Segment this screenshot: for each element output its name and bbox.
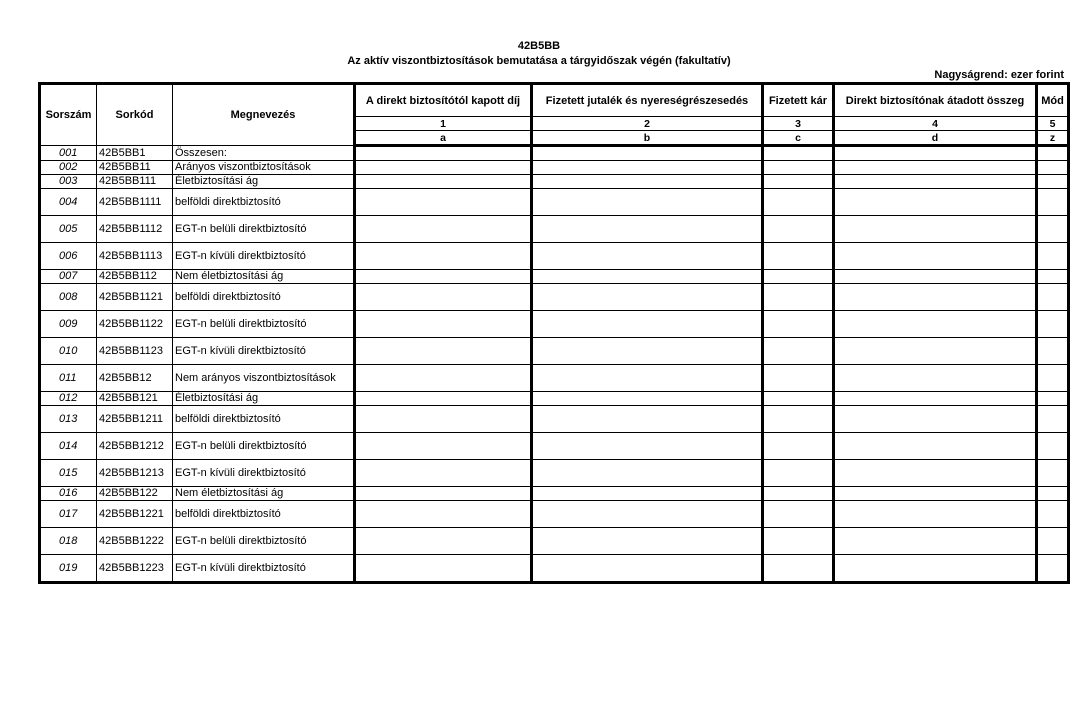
data-cell[interactable] xyxy=(763,487,834,501)
data-cell[interactable] xyxy=(834,270,1037,284)
data-cell[interactable] xyxy=(834,460,1037,487)
table-row xyxy=(40,161,1069,175)
header-sorszam: Sorszám xyxy=(40,84,97,146)
row-number: 017 xyxy=(40,501,97,528)
data-cell[interactable] xyxy=(763,528,834,555)
table-row xyxy=(40,338,1069,365)
table-row xyxy=(40,243,1069,270)
unit-label: Nagyságrend: ezer forint xyxy=(934,69,1064,81)
table-row xyxy=(40,555,1069,583)
data-cell[interactable] xyxy=(355,487,532,501)
row-name: belföldi direktbiztosító xyxy=(173,284,355,311)
row-name: Nem életbiztosítási ág xyxy=(173,270,355,284)
table-row xyxy=(40,284,1069,311)
row-name: EGT-n kívüli direktbiztosító xyxy=(173,460,355,487)
row-code: 42B5BB1121 xyxy=(97,284,173,311)
row-code: 42B5BB1211 xyxy=(97,406,173,433)
header-col-1: A direkt biztosítótól kapott díj xyxy=(355,84,532,117)
data-cell[interactable] xyxy=(834,392,1037,406)
data-cell[interactable] xyxy=(355,161,532,175)
row-name: belföldi direktbiztosító xyxy=(173,501,355,528)
table-row xyxy=(40,528,1069,555)
data-cell[interactable] xyxy=(763,392,834,406)
row-code: 42B5BB112 xyxy=(97,270,173,284)
row-number: 006 xyxy=(40,243,97,270)
data-cell[interactable] xyxy=(763,501,834,528)
header-letter-z: z xyxy=(1037,131,1069,146)
data-cell[interactable] xyxy=(763,338,834,365)
row-name: Nem életbiztosítási ág xyxy=(173,487,355,501)
data-cell[interactable] xyxy=(355,216,532,243)
row-number: 002 xyxy=(40,161,97,175)
data-cell[interactable] xyxy=(763,175,834,189)
data-cell[interactable] xyxy=(1037,146,1069,161)
header-megnevezes: Megnevezés xyxy=(173,84,355,146)
data-cell[interactable] xyxy=(763,555,834,583)
data-cell[interactable] xyxy=(355,270,532,284)
data-cell[interactable] xyxy=(532,433,763,460)
row-code: 42B5BB122 xyxy=(97,487,173,501)
data-cell[interactable] xyxy=(532,460,763,487)
row-name: EGT-n belüli direktbiztosító xyxy=(173,528,355,555)
row-code: 42B5BB1123 xyxy=(97,338,173,365)
header-num-1: 1 xyxy=(355,117,532,131)
row-number: 010 xyxy=(40,338,97,365)
row-code: 42B5BB111 xyxy=(97,175,173,189)
data-cell[interactable] xyxy=(1037,365,1069,392)
row-code: 42B5BB1213 xyxy=(97,460,173,487)
data-cell[interactable] xyxy=(532,487,763,501)
data-cell[interactable] xyxy=(763,284,834,311)
row-number: 011 xyxy=(40,365,97,392)
row-name: EGT-n belüli direktbiztosító xyxy=(173,311,355,338)
data-cell[interactable] xyxy=(763,365,834,392)
data-cell[interactable] xyxy=(532,311,763,338)
row-code: 42B5BB1221 xyxy=(97,501,173,528)
table-row xyxy=(40,392,1069,406)
row-number: 009 xyxy=(40,311,97,338)
row-name: Összesen: xyxy=(173,146,355,161)
data-cell[interactable] xyxy=(763,146,834,161)
row-code: 42B5BB1223 xyxy=(97,555,173,583)
row-code: 42B5BB1122 xyxy=(97,311,173,338)
header-col-2: Fizetett jutalék és nyereségrészesedés xyxy=(532,84,763,117)
row-code: 42B5BB1112 xyxy=(97,216,173,243)
data-cell[interactable] xyxy=(1037,338,1069,365)
row-name: belföldi direktbiztosító xyxy=(173,406,355,433)
data-cell[interactable] xyxy=(834,243,1037,270)
header-letter-a: a xyxy=(355,131,532,146)
row-number: 012 xyxy=(40,392,97,406)
row-name: EGT-n kívüli direktbiztosító xyxy=(173,555,355,583)
data-cell[interactable] xyxy=(532,189,763,216)
table-row xyxy=(40,189,1069,216)
header-col-3: Fizetett kár xyxy=(763,84,834,117)
data-cell[interactable] xyxy=(532,555,763,583)
data-cell[interactable] xyxy=(532,161,763,175)
header-letter-d: d xyxy=(834,131,1037,146)
data-cell[interactable] xyxy=(355,146,532,161)
data-cell[interactable] xyxy=(532,365,763,392)
row-name: Nem arányos viszontbiztosítások xyxy=(173,365,355,392)
report-table xyxy=(38,82,1070,584)
row-number: 013 xyxy=(40,406,97,433)
data-cell[interactable] xyxy=(355,555,532,583)
data-cell[interactable] xyxy=(834,311,1037,338)
data-cell[interactable] xyxy=(834,189,1037,216)
data-cell[interactable] xyxy=(355,433,532,460)
row-name: EGT-n belüli direktbiztosító xyxy=(173,433,355,460)
header-col-5: Mód xyxy=(1037,84,1069,117)
data-cell[interactable] xyxy=(763,406,834,433)
row-name: EGT-n belüli direktbiztosító xyxy=(173,216,355,243)
data-cell[interactable] xyxy=(1037,284,1069,311)
data-cell[interactable] xyxy=(763,433,834,460)
row-number: 007 xyxy=(40,270,97,284)
row-name: Arányos viszontbiztosítások xyxy=(173,161,355,175)
table-row xyxy=(40,146,1069,161)
data-cell[interactable] xyxy=(532,216,763,243)
data-cell[interactable] xyxy=(763,311,834,338)
data-cell[interactable] xyxy=(355,406,532,433)
table-row xyxy=(40,365,1069,392)
data-cell[interactable] xyxy=(1037,392,1069,406)
data-cell[interactable] xyxy=(1037,501,1069,528)
data-cell[interactable] xyxy=(355,338,532,365)
table-row xyxy=(40,433,1069,460)
data-cell[interactable] xyxy=(834,406,1037,433)
table-row xyxy=(40,311,1069,338)
data-cell[interactable] xyxy=(834,528,1037,555)
data-cell[interactable] xyxy=(1037,175,1069,189)
row-name: EGT-n kívüli direktbiztosító xyxy=(173,243,355,270)
data-cell[interactable] xyxy=(1037,270,1069,284)
row-name: belföldi direktbiztosító xyxy=(173,189,355,216)
row-number: 001 xyxy=(40,146,97,161)
data-cell[interactable] xyxy=(532,392,763,406)
data-cell[interactable] xyxy=(1037,216,1069,243)
data-cell[interactable] xyxy=(1037,311,1069,338)
data-cell[interactable] xyxy=(355,175,532,189)
row-number: 008 xyxy=(40,284,97,311)
data-cell[interactable] xyxy=(763,460,834,487)
data-cell[interactable] xyxy=(532,406,763,433)
data-cell[interactable] xyxy=(763,216,834,243)
data-cell[interactable] xyxy=(834,216,1037,243)
table-row xyxy=(40,460,1069,487)
data-cell[interactable] xyxy=(834,338,1037,365)
data-cell[interactable] xyxy=(355,460,532,487)
row-code: 42B5BB1111 xyxy=(97,189,173,216)
table-body xyxy=(40,146,1069,583)
table-row xyxy=(40,216,1069,243)
header-letter-b: b xyxy=(532,131,763,146)
data-cell[interactable] xyxy=(834,161,1037,175)
row-code: 42B5BB11 xyxy=(97,161,173,175)
table-row xyxy=(40,406,1069,433)
data-cell[interactable] xyxy=(1037,161,1069,175)
data-cell[interactable] xyxy=(1037,460,1069,487)
data-cell[interactable] xyxy=(1037,189,1069,216)
data-cell[interactable] xyxy=(532,501,763,528)
data-cell[interactable] xyxy=(763,189,834,216)
data-cell[interactable] xyxy=(532,528,763,555)
data-cell[interactable] xyxy=(834,284,1037,311)
data-cell[interactable] xyxy=(834,433,1037,460)
data-cell[interactable] xyxy=(355,189,532,216)
data-cell[interactable] xyxy=(1037,406,1069,433)
row-code: 42B5BB121 xyxy=(97,392,173,406)
row-code: 42B5BB1 xyxy=(97,146,173,161)
data-cell[interactable] xyxy=(1037,433,1069,460)
data-cell[interactable] xyxy=(532,338,763,365)
row-number: 015 xyxy=(40,460,97,487)
data-cell[interactable] xyxy=(355,311,532,338)
data-cell[interactable] xyxy=(834,175,1037,189)
data-cell[interactable] xyxy=(532,284,763,311)
row-name: EGT-n kívüli direktbiztosító xyxy=(173,338,355,365)
table-row xyxy=(40,175,1069,189)
row-number: 004 xyxy=(40,189,97,216)
data-cell[interactable] xyxy=(1037,243,1069,270)
data-cell[interactable] xyxy=(532,243,763,270)
table-row xyxy=(40,487,1069,501)
data-cell[interactable] xyxy=(763,161,834,175)
row-number: 003 xyxy=(40,175,97,189)
data-cell[interactable] xyxy=(355,501,532,528)
header-col-4: Direkt biztosítónak átadott összeg xyxy=(834,84,1037,117)
table-row xyxy=(40,270,1069,284)
header-num-4: 4 xyxy=(834,117,1037,131)
data-cell[interactable] xyxy=(355,243,532,270)
form-code: 42B5BB xyxy=(517,40,561,52)
data-cell[interactable] xyxy=(355,528,532,555)
data-cell[interactable] xyxy=(834,487,1037,501)
data-cell[interactable] xyxy=(1037,487,1069,501)
row-code: 42B5BB12 xyxy=(97,365,173,392)
data-cell[interactable] xyxy=(834,146,1037,161)
data-cell[interactable] xyxy=(355,365,532,392)
form-title: Az aktív viszontbiztosítások bemutatása a tárgyidőszak végén (fakultatív) xyxy=(347,55,731,67)
row-code: 42B5BB1212 xyxy=(97,433,173,460)
data-cell[interactable] xyxy=(834,555,1037,583)
row-number: 014 xyxy=(40,433,97,460)
header-letter-c: c xyxy=(763,131,834,146)
header-sorkod: Sorkód xyxy=(97,84,173,146)
row-code: 42B5BB1113 xyxy=(97,243,173,270)
row-number: 016 xyxy=(40,487,97,501)
data-cell[interactable] xyxy=(1037,555,1069,583)
data-cell[interactable] xyxy=(355,284,532,311)
row-code: 42B5BB1222 xyxy=(97,528,173,555)
row-number: 019 xyxy=(40,555,97,583)
table-row xyxy=(40,501,1069,528)
row-number: 005 xyxy=(40,216,97,243)
data-cell[interactable] xyxy=(532,175,763,189)
data-cell[interactable] xyxy=(532,146,763,161)
header-num-3: 3 xyxy=(763,117,834,131)
data-cell[interactable] xyxy=(763,243,834,270)
header-num-5: 5 xyxy=(1037,117,1069,131)
row-number: 018 xyxy=(40,528,97,555)
row-name: Életbiztosítási ág xyxy=(173,392,355,406)
data-cell[interactable] xyxy=(763,270,834,284)
header-num-2: 2 xyxy=(532,117,763,131)
data-cell[interactable] xyxy=(834,501,1037,528)
row-name: Életbiztosítási ág xyxy=(173,175,355,189)
data-cell[interactable] xyxy=(834,365,1037,392)
data-cell[interactable] xyxy=(355,392,532,406)
data-cell[interactable] xyxy=(1037,528,1069,555)
data-cell[interactable] xyxy=(532,270,763,284)
